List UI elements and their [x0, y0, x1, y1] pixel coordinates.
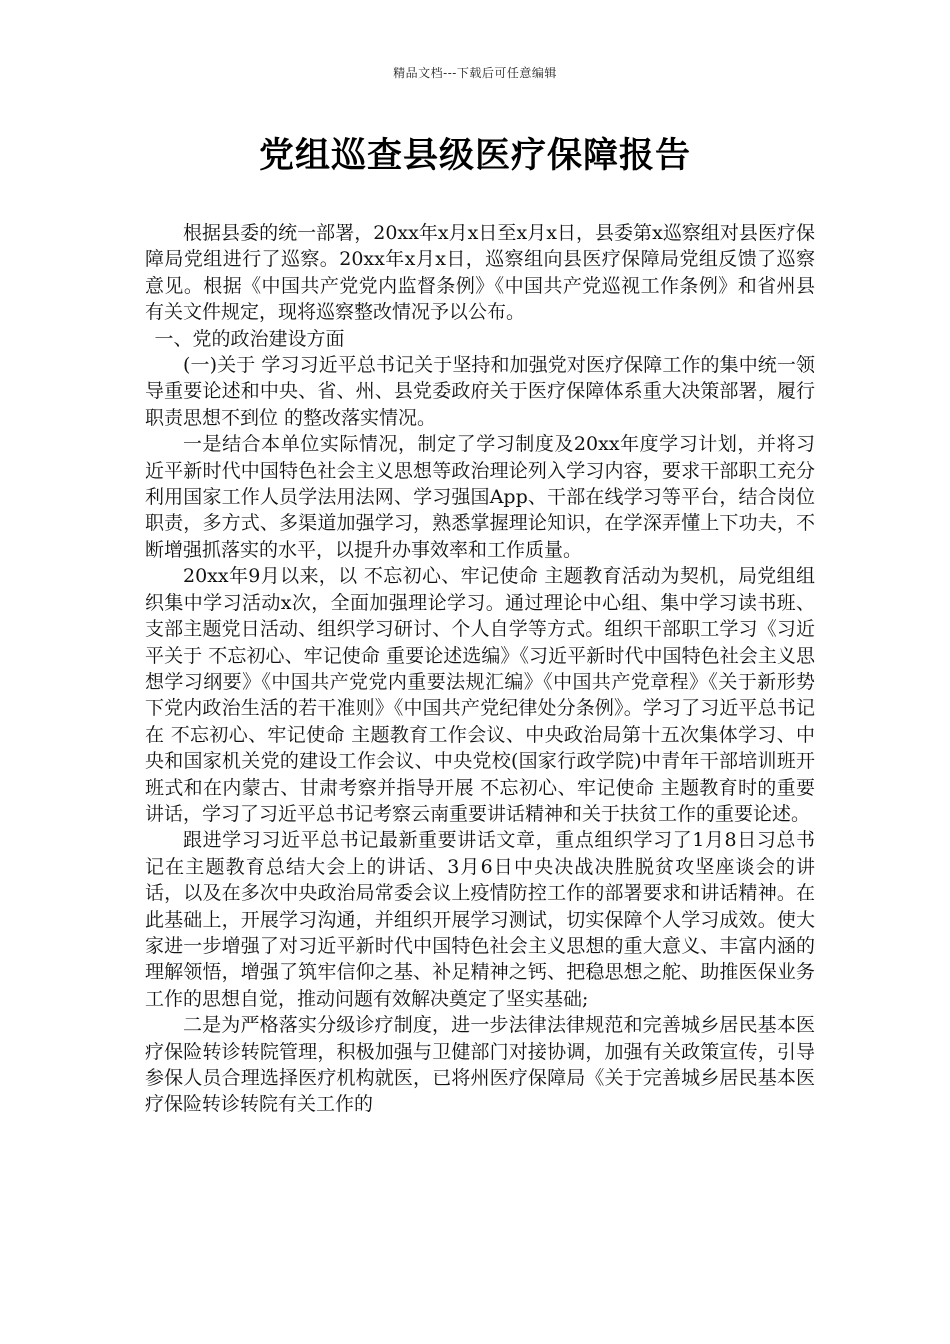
paragraph-subsection: (一)关于 学习习近平总书记关于坚持和加强党对医疗保障工作的集中统一领导重要论述和中央、省、州、县党委政府关于医疗保障体系重大决策部署，履行职责思想不到位 的整改落实情况。 [145, 354, 815, 429]
paragraph-study-activities: 20xx年9月以来，以 不忘初心、牢记使命 主题教育活动为契机，局党组组织集中学习活动x次，全面加强理论学习。通过理论中心组、集中学习读书班、支部主题党日活动、组织学习研讨、个人自学等方式。组织干部职工学习《习近平关于 不忘初心、牢记使命 重要论述选编》《习近平新时代中国特色社会主义思想学习纲要》《中国共产党党内重要法规汇编》《中国共产党章程》《关于新形势下党内政治生活的若干准则》《中国共产党纪律处分条例》。学习了习近平总书记在 不忘初心、牢记使命 主题教育工作会议、中央政治局第十五次集体学习、中央和国家机关党的建设工作会议、中央党校(国家行政学院)中青年干部培训班开班式和在内蒙古、甘肃考察并指导开展 不忘初心、牢记使命 主题教育时的重要讲话，学习了习近平总书记考察云南重要讲话精神和关于扶贫工作的重要论述。 [145, 565, 815, 825]
paragraph-point-two: 二是为严格落实分级诊疗制度，进一步法律法律规范和完善城乡居民基本医疗保险转诊转院管理，积极加强与卫健部门对接协调，加强有关政策宣传，引导参保人员合理选择医疗机构就医，已将州医疗保障局《关于完善城乡居民基本医疗保险转诊转院有关工作的 [145, 1014, 815, 1116]
document-body [145, 220, 815, 1118]
section-heading: 一、党的政治建设方面 [154, 327, 345, 350]
header-note: 精品文档---下载后可任意编辑 [393, 66, 557, 80]
paragraph-point-one: 一是结合本单位实际情况，制定了学习制度及20xx年度学习计划，并将习近平新时代中国特色社会主义思想等政治理论列入学习内容，要求干部职工充分利用国家工作人员学法用法网、学习强国App、干部在线学习等平台，结合岗位职责，多方式、多渠道加强学习，熟悉掌握理论知识，在学深弄懂上下功夫，不断增强抓落实的水平，以提升办事效率和工作质量。 [145, 433, 815, 561]
document-title: 党组巡查县级医疗保障报告 [258, 136, 691, 176]
paragraph-intro: 根据县委的统一部署，20xx年x月x日至x月x日，县委第x巡察组对县医疗保障局党组进行了巡察。20xx年x月x日，巡察组向县医疗保障局党组反馈了巡察意见。根据《中国共产党党内监督条例》《中国共产党巡视工作条例》和省州县有关文件规定，现将巡察整改情况予以公布。 [145, 222, 815, 324]
paragraph-follow-up-study: 跟进学习习近平总书记最新重要讲话文章，重点组织学习了1月8日习总书记在主题教育总结大会上的讲话、3月6日中央决战决胜脱贫攻坚座谈会的讲话，以及在多次中央政治局常委会议上疫情防控工作的部署要求和讲话精神。在此基础上，开展学习沟通，并组织开展学习测试，切实保障个人学习成效。使大家进一步增强了对习近平新时代中国特色社会主义思想的重大意义、丰富内涵的理解领悟，增强了筑牢信仰之基、补足精神之钙、把稳思想之舵、助推医保业务工作的思想自觉，推动问题有效解决奠定了坚实基础; [145, 829, 815, 1010]
